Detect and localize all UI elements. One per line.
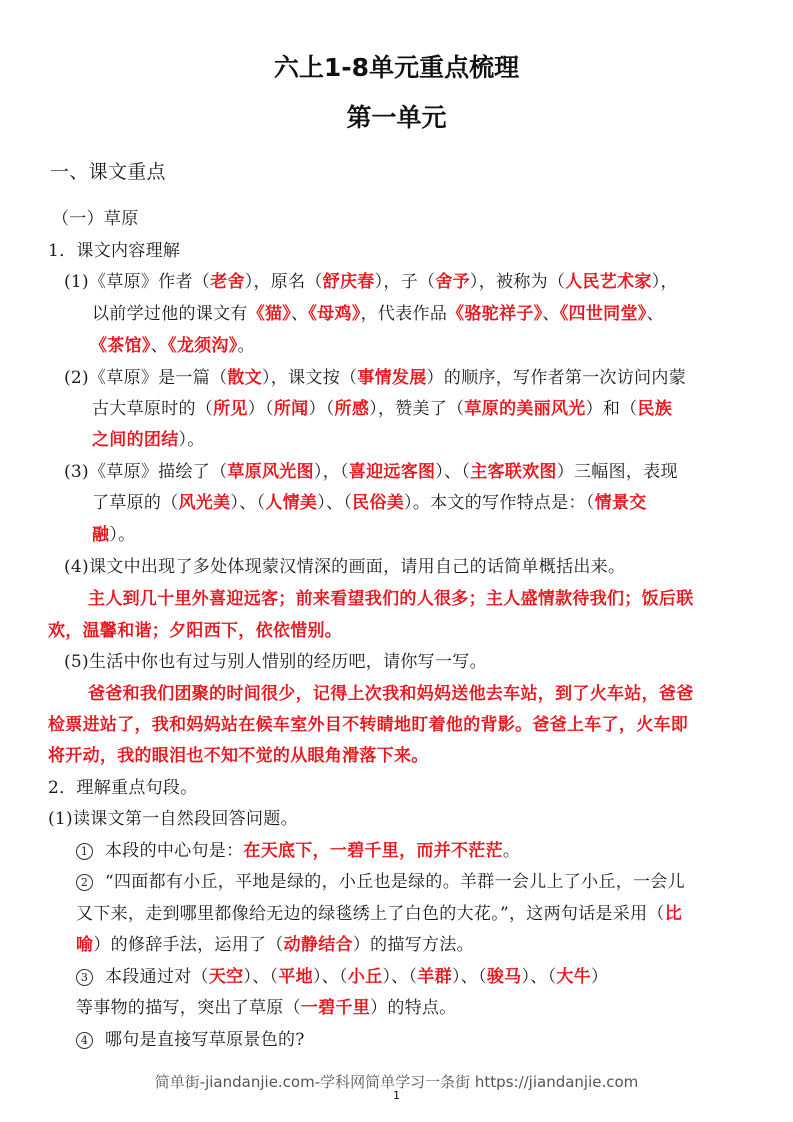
q2-line-3: 之间的团结）。 — [92, 430, 205, 450]
q1-line-3: 《茶馆》、《龙须沟》。 — [90, 336, 255, 356]
answer: 草原的美丽风光 — [464, 399, 586, 419]
answer: 草原风光图 — [227, 462, 314, 482]
item-2-line-3: 喻）的修辞手法，运用了（动静结合）的描写方法。 — [76, 935, 474, 955]
q1-line-1: (1)《草原》作者（老舍），原名（舒庆春），子（舍予），被称为（人民艺术家）， — [64, 272, 678, 292]
answer: 人情美 — [265, 493, 318, 513]
q1-line-2: 以前学过他的课文有《猫》、《母鸡》，代表作品《骆驼祥子》、《四世同堂》、 — [92, 304, 664, 324]
circled-number-icon: 2 — [76, 874, 93, 891]
answer: 骏马 — [486, 967, 522, 987]
q5-answer-line-1: 爸爸和我们团聚的时间很少，记得上次我和妈妈送他去车站，到了火车站，爸爸 — [88, 684, 694, 704]
answer: 《骆驼祥子》 — [447, 304, 543, 324]
answer: 《四世同堂》 — [559, 304, 647, 324]
item-3-line-1: 3 本段通过对（天空）、（平地）、（小丘）、（羊群）、（骏马）、（大牛） — [76, 966, 608, 988]
page-number: 1 — [393, 1089, 400, 1102]
q3-line-1: (3)《草原》描绘了（草原风光图），（喜迎远客图）、（主客联欢图）三幅图，表现 — [64, 462, 678, 482]
answer: 一碧千里 — [300, 998, 371, 1018]
q4-question: (4)课文中出现了多处体现蒙汉情深的画面，请用自己的话简单概括出来。 — [64, 557, 626, 577]
q2-line-2: 古大草原时的（所见）（所闻）（所感），赞美了（草原的美丽风光）和（民族 — [92, 399, 673, 419]
subheading-1: 1．课文内容理解 — [48, 241, 181, 261]
q4-answer-line-1: 主人到几十里外喜迎远客；前来看望我们的人很多；主人盛情款待我们；饭后联 — [88, 589, 694, 609]
answer: 羊群 — [417, 967, 452, 987]
item-2-line-2: 又下来，走到哪里都像给无边的绿毯绣上了白色的大花。”，这两句话是采用（比 — [76, 904, 683, 924]
answer: 之间的团结 — [92, 430, 179, 450]
q4-answer-line-2: 欢，温馨和谐；夕阳西下，依依惜别。 — [48, 621, 343, 641]
q3-line-3: 融）。 — [92, 525, 136, 545]
item-3-line-2: 等事物的描写，突出了草原（一碧千里）的特点。 — [76, 998, 457, 1018]
answer: 所见 — [213, 399, 248, 419]
q3-line-2: 了草原的（风光美）、（人情美）、（民俗美）。本文的写作特点是：（情景交 — [92, 493, 647, 513]
answer: 风光美 — [178, 493, 231, 513]
item-4: 4 哪句是直接写草原景色的? — [76, 1029, 305, 1051]
answer: 所闻 — [273, 399, 309, 419]
answer: 小丘 — [347, 967, 383, 987]
q5-answer-line-2: 检票进站了，我和妈妈站在候车室外目不转睛地盯着他的背影。爸爸上车了，火车即 — [48, 715, 689, 735]
answer: 天空 — [208, 967, 244, 987]
document-title: 六上1-8单元重点梳理 — [273, 53, 520, 82]
answer: 老舍 — [210, 272, 245, 292]
answer: 民族 — [637, 399, 673, 419]
section-heading: 一、课文重点 — [50, 161, 166, 183]
answer: 事情发展 — [357, 368, 427, 388]
answer: 所感 — [334, 399, 370, 419]
item-2-line-1: 2 “四面都有小丘，平地是绿的，小丘也是绿的。羊群一会儿上了小丘，一会儿 — [76, 871, 685, 893]
footer-watermark: 简单街-jiandanjie.com-学科网简单学习一条街 https://jiandanjie.com — [154, 1073, 639, 1091]
answer: 动静结合 — [283, 935, 353, 955]
answer: 《猫》 — [247, 304, 292, 324]
q2-line-1: (2)《草原》是一篇（散文），课文按（事情发展）的顺序，写作者第一次访问内蒙 — [64, 368, 687, 388]
answer: 舒庆春 — [322, 272, 375, 292]
answer: 《茶馆》 — [90, 336, 151, 356]
unit-title: 第一单元 — [346, 103, 447, 132]
answer: 情景交 — [594, 493, 647, 513]
answer: 融 — [92, 525, 110, 545]
item-1: 1 本段的中心句是：在天底下，一碧千里，而并不茫茫。 — [76, 840, 520, 862]
answer: 舍予 — [435, 272, 470, 292]
subheading-2: 2．理解重点句段。 — [48, 778, 198, 798]
answer: 人民艺术家 — [565, 272, 652, 292]
answer: 《母鸡》 — [308, 304, 361, 324]
lesson-heading: （一）草原 — [52, 209, 139, 229]
circled-number-icon: 1 — [76, 843, 93, 860]
answer: 喻 — [76, 935, 94, 955]
answer: 散文 — [227, 368, 262, 388]
q5-answer-line-3: 将开动，我的眼泪也不知不觉的从眼角滑落下来。 — [48, 746, 429, 766]
answer: 平地 — [278, 967, 313, 987]
paragraph-1-heading: (1)读课文第一自然段回答问题。 — [48, 809, 298, 829]
answer: 民俗美 — [352, 493, 405, 513]
circled-number-icon: 3 — [76, 969, 93, 986]
answer: 喜迎远客图 — [348, 462, 436, 482]
answer: 比 — [664, 904, 683, 924]
q5-question: (5)生活中你也有过与别人惜别的经历吧，请你写一写。 — [64, 652, 487, 672]
circled-number-icon: 4 — [76, 1032, 93, 1049]
answer: 大牛 — [556, 967, 591, 987]
answer: 主客联欢图 — [470, 462, 557, 482]
answer: 《龙须沟》 — [168, 336, 238, 356]
answer: 在天底下，一碧千里，而并不茫茫 — [243, 841, 503, 861]
